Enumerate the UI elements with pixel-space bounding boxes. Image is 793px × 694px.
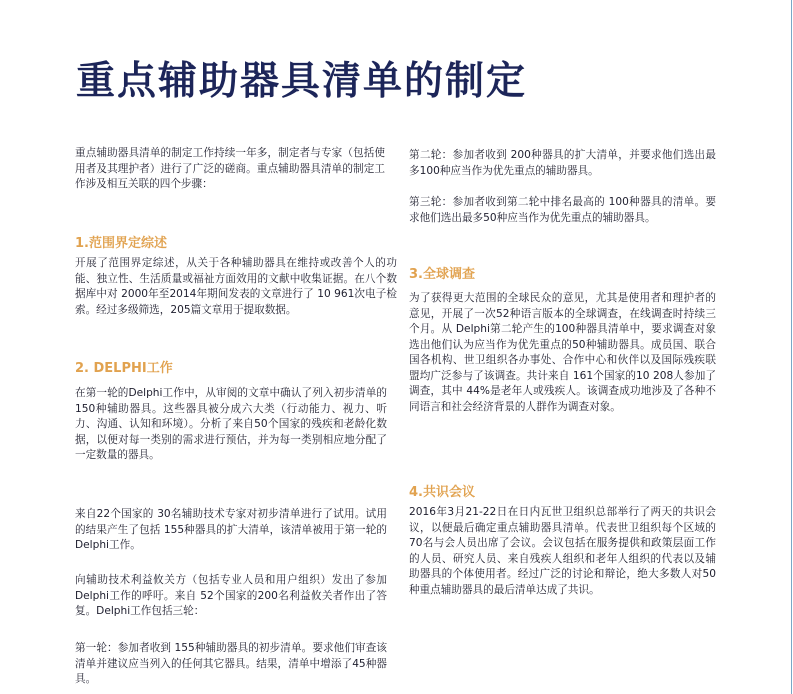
- delphi-paragraph-2: 来自22个国家的 30名辅助技术专家对初步清单进行了试用。试用的结果产生了包括 155种器具的扩大清单，该清单被用于第一轮的Delphi工作。: [75, 508, 387, 551]
- section-heading-global-survey: 3.全球调查: [409, 267, 475, 282]
- page-edge-line: [791, 0, 792, 694]
- section-heading-delphi: 2. DELPHI工作: [75, 361, 173, 376]
- page-title: 重点辅助器具清单的制定: [76, 58, 528, 105]
- round-one-paragraph: 第一轮：参加者收到 155种辅助器具的初步清单。要求他们审查该清单并建议应当列入的任何其它器具。结果，清单中增添了45种器具。: [75, 642, 387, 685]
- delphi-paragraph-1: 在第一轮的Delphi工作中，从审阅的文章中确认了列入初步清单的 150种辅助器具。这些器具被分成六大类（行动能力、视力、听力、沟通、认知和环境）。分析了来自50个国家的残疾和老龄化数据，以便对每一类别的需求进行预估，并为每一类别相应地分配了一定数量的器具。: [75, 387, 387, 461]
- scoping-review-paragraph: 开展了范围界定综述，从关于各种辅助器具在维持或改善个人的功能、独立性、生活质量或福祉方面效用的文献中收集证据。在八个数据库中对 2000年至2014年期间发表的文章进行了 10 961次电子检索。经过多级筛选，205篇文章用于提取数据。: [75, 257, 397, 316]
- intro-paragraph: 重点辅助器具清单的制定工作持续一年多，制定者与专家（包括使用者及其理护者）进行了广泛的磋商。重点辅助器具清单的制定工作涉及相互关联的四个步骤：: [75, 147, 385, 190]
- global-survey-paragraph: 为了获得更大范围的全球民众的意见，尤其是使用者和理护者的意见，开展了一次52种语言版本的全球调查，在线调查时持续三个月。从 Delphi第二轮产生的100种器具清单中，要求调查对象选出他们认为应当作为优先重点的50种辅助器具。成员国、联合国各机构、世卫组织各办事处、合作中心和伙伴以及国际残疾联盟均广泛参与了该调查。共计来自 161个国家的10 208人参加了调查，其中 44%是老年人或残疾人。该调查成功地涉及了各种不同语言和社会经济背景的人群作为调查对象。: [409, 292, 716, 413]
- round-two-paragraph: 第二轮：参加者收到 200种器具的扩大清单，并要求他们选出最多100种应当作为优先重点的辅助器具。: [409, 149, 716, 177]
- section-heading-scoping-review: 1.范围界定综述: [75, 236, 167, 251]
- delphi-paragraph-3: 向辅助技术利益攸关方（包括专业人员和用户组织）发出了参加Delphi工作的呼吁。来自 52个国家的200名利益攸关者作出了答复。Delphi工作包括三轮：: [75, 574, 387, 617]
- round-three-paragraph: 第三轮：参加者收到第二轮中排名最高的 100种器具的清单。要求他们选出最多50种应当作为优先重点的辅助器具。: [409, 196, 716, 224]
- consensus-paragraph: 2016年3月21-22日在日内瓦世卫组织总部举行了两天的共识会议，以便最后确定重点辅助器具清单。代表世卫组织每个区域的70名与会人员出席了会议。会议包括在服务提供和政策层面工作的人员、研究人员、来自残疾人组织和老年人组织的代表以及辅助器具的个体使用者。经过广泛的讨论和辩论，绝大多数人对50种重点辅助器具的最后清单达成了共识。: [409, 506, 716, 596]
- section-heading-consensus: 4.共识会议: [409, 485, 475, 500]
